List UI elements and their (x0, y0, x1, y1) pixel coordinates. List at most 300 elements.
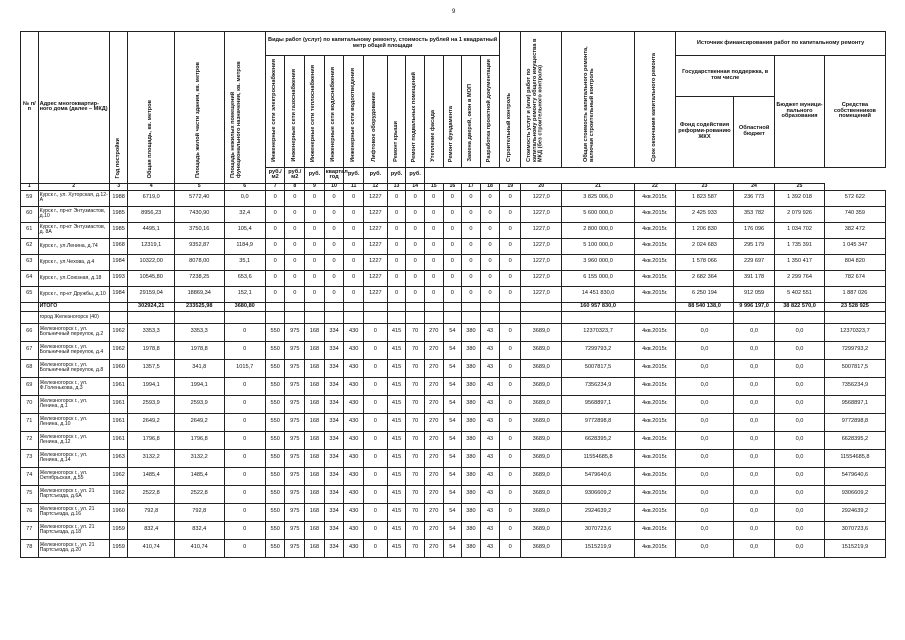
column-number: 8 (285, 183, 305, 190)
cell-lift: 0 (363, 341, 387, 359)
cell-living: 410,74 (174, 539, 224, 557)
total-label: ИТОГО (38, 302, 109, 311)
cell-living: 3132,2 (174, 449, 224, 467)
header-state-support: Государственная поддержка, в том числе (676, 56, 775, 97)
cell-living: 5772,40 (174, 190, 224, 206)
cell-nonliving: 0 (224, 377, 265, 395)
cell-el: 0 (265, 238, 285, 254)
cell-facade: 270 (424, 341, 443, 359)
column-number: 12 (363, 183, 387, 190)
cell-addr: Курск г., ул.Ленина, д.74 (38, 238, 109, 254)
cell-addr: Курск г., пр-кт Энтузиастов, д. 8А (38, 222, 109, 238)
table-row (21, 449, 886, 467)
table-row (21, 359, 886, 377)
cell-term: 4кв.2015г. (634, 503, 675, 521)
cell-facade: 270 (424, 539, 443, 557)
cell-gas: 0 (285, 254, 305, 270)
cell-base: 70 (406, 359, 425, 377)
cell-total: 4495,1 (128, 222, 174, 238)
cell-reg: 0,0 (733, 377, 774, 395)
cell-reg: 0,0 (733, 413, 774, 431)
unit-quarter: квартал, год (324, 167, 344, 183)
cell-sum: 3070723,6 (562, 521, 634, 539)
cell-total: 1994,1 (128, 377, 174, 395)
column-number: 23 (676, 183, 734, 190)
header-cost-per-m2: Стоимость услуг и (или) работ по капитальному ремонту общего имущества в МКД (без строительного контроля) (521, 32, 562, 168)
page-number: 9 (452, 9, 456, 15)
cell-reg: 0,0 (733, 521, 774, 539)
cell-fund: 2 024 683 (676, 238, 734, 254)
cell-sum: 5 100 000,0 (562, 238, 634, 254)
header-w-lift: Лифтовое оборудование (363, 56, 387, 168)
column-number: 15 (424, 183, 443, 190)
cell-own: 740 359 (824, 206, 885, 222)
column-number: 6 (224, 183, 265, 190)
cell-cost: 3689,0 (521, 413, 562, 431)
cell-lift: 0 (363, 485, 387, 503)
cell-year: 1985 (109, 206, 128, 222)
cell-cost: 1227,0 (521, 254, 562, 270)
cell-gas: 975 (285, 377, 305, 395)
cell-own: 382 472 (824, 222, 885, 238)
cell-fund: 0,0 (676, 503, 734, 521)
cell-term: 4кв.2015г. (634, 377, 675, 395)
cell-lift: 1227 (363, 206, 387, 222)
cell-cost: 3689,0 (521, 449, 562, 467)
cell-facade: 270 (424, 323, 443, 341)
cell-el: 550 (265, 467, 285, 485)
cell-base: 70 (406, 341, 425, 359)
cell-nonliving: 0 (224, 323, 265, 341)
cell-term: 4кв.2015г. (634, 413, 675, 431)
cell-total: 832,4 (128, 521, 174, 539)
column-number: 21 (562, 183, 634, 190)
table-row (21, 395, 886, 413)
cell-year: 1962 (109, 323, 128, 341)
cell-term: 4кв.2015г. (634, 222, 675, 238)
cell-own: 9306609,2 (824, 485, 885, 503)
cell-own: 7299793,2 (824, 341, 885, 359)
cell-cost: 3689,0 (521, 431, 562, 449)
cell-sewer: 0 (344, 222, 364, 238)
table-row (21, 238, 886, 254)
cell-base: 0 (406, 222, 425, 238)
cell-lift: 0 (363, 431, 387, 449)
cell-term: 4кв.2015г. (634, 359, 675, 377)
cell-lift: 0 (363, 323, 387, 341)
cell-gas: 975 (285, 503, 305, 521)
cell-design: 43 (480, 359, 500, 377)
cell-addr: Курск г., ул. Хуторская, д.12-А (38, 190, 109, 206)
cell-design: 0 (480, 286, 500, 302)
table-row (21, 270, 886, 286)
cell-reg: 0,0 (733, 449, 774, 467)
cell-term: 4кв.2015г. (634, 467, 675, 485)
column-number: 3 (109, 183, 128, 190)
cell-facade: 270 (424, 431, 443, 449)
cell-n: 65 (21, 286, 39, 302)
cell-total: 8956,23 (128, 206, 174, 222)
cell-fund: 2 425 933 (676, 206, 734, 222)
cell-n: 59 (21, 190, 39, 206)
cell-total: 29159,04 (128, 286, 174, 302)
cell-addr: Железногорск г., ул. Больничный переулок, д.4 (38, 341, 109, 359)
cell-base: 70 (406, 431, 425, 449)
table-row (21, 503, 886, 521)
cell-doors: 380 (462, 503, 481, 521)
cell-living: 2593,9 (174, 395, 224, 413)
column-number: 11 (344, 183, 364, 190)
cell-doors: 0 (462, 238, 481, 254)
cell-ctrl: 0 (500, 206, 521, 222)
header-total-area: Общая площадь, кв. метров (128, 32, 174, 184)
cell-roof: 415 (387, 341, 406, 359)
cell-year: 1988 (109, 190, 128, 206)
cell-found: 0 (443, 238, 462, 254)
cell-sewer: 430 (344, 539, 364, 557)
header-works-group: Виды работ (услуг) по капитальному ремонту, стоимость рублей на 1 квадратный метр общей площади (265, 32, 500, 56)
cell-base: 70 (406, 467, 425, 485)
cell-total: 10545,80 (128, 270, 174, 286)
cell-sewer: 430 (344, 431, 364, 449)
cell-roof: 415 (387, 377, 406, 395)
cell-reg: 0,0 (733, 503, 774, 521)
cell-base: 70 (406, 323, 425, 341)
unit-regional: руб. (363, 167, 387, 183)
cell-doors: 0 (462, 206, 481, 222)
cell-addr: Железногорск г., ул. 21 Партсъезда, д.6А (38, 485, 109, 503)
header-regional: Областной бюджет (733, 96, 774, 167)
cell-fund: 1 206 830 (676, 222, 734, 238)
cell-term: 4кв.2015г. (634, 341, 675, 359)
cell-el: 550 (265, 449, 285, 467)
cell-total: 2593,9 (128, 395, 174, 413)
cell-lift: 0 (363, 539, 387, 557)
cell-roof: 415 (387, 413, 406, 431)
cell-n: 66 (21, 323, 39, 341)
cell-design: 43 (480, 449, 500, 467)
cell-water: 334 (324, 377, 344, 395)
cell-design: 43 (480, 521, 500, 539)
cell-lift: 1227 (363, 222, 387, 238)
cell-found: 54 (443, 395, 462, 413)
cell-living: 3750,16 (174, 222, 224, 238)
total-owners-sum: 23 528 925 (824, 302, 885, 311)
cell-lift: 0 (363, 413, 387, 431)
cell-base: 70 (406, 395, 425, 413)
cell-gas: 975 (285, 521, 305, 539)
column-number: 14 (406, 183, 425, 190)
cell-facade: 270 (424, 467, 443, 485)
cell-cost: 1227,0 (521, 222, 562, 238)
cell-nonliving: 653,6 (224, 270, 265, 286)
cell-water: 334 (324, 485, 344, 503)
column-number: 25 (775, 183, 825, 190)
city-group-row (21, 311, 886, 323)
cell-nonliving: 0 (224, 485, 265, 503)
cell-heat: 168 (305, 485, 325, 503)
cell-design: 43 (480, 323, 500, 341)
cell-living: 3353,3 (174, 323, 224, 341)
cell-mun: 0,0 (775, 341, 825, 359)
cell-own: 804 820 (824, 254, 885, 270)
cell-reg: 391 178 (733, 270, 774, 286)
cell-sewer: 430 (344, 467, 364, 485)
cell-facade: 270 (424, 449, 443, 467)
cell-ctrl: 0 (500, 449, 521, 467)
cell-base: 0 (406, 206, 425, 222)
cell-own: 7356234,9 (824, 377, 885, 395)
cell-lift: 0 (363, 503, 387, 521)
cell-water: 334 (324, 359, 344, 377)
cell-found: 0 (443, 190, 462, 206)
column-number: 5 (174, 183, 224, 190)
cell-roof: 415 (387, 395, 406, 413)
cell-water: 334 (324, 449, 344, 467)
cell-cost: 1227,0 (521, 206, 562, 222)
cell-cost: 3689,0 (521, 395, 562, 413)
cell-sewer: 430 (344, 395, 364, 413)
cell-nonliving: 0 (224, 395, 265, 413)
cell-lift: 0 (363, 377, 387, 395)
cell-doors: 0 (462, 222, 481, 238)
unit-municipal: руб. (387, 167, 406, 183)
cell-doors: 380 (462, 359, 481, 377)
cell-facade: 0 (424, 190, 443, 206)
column-number: 10 (324, 183, 344, 190)
cell-facade: 270 (424, 359, 443, 377)
cell-heat: 168 (305, 377, 325, 395)
cell-own: 6628395,2 (824, 431, 885, 449)
cell-nonliving: 105,4 (224, 222, 265, 238)
cell-water: 0 (324, 222, 344, 238)
header-w-electric: Инженерные сети электроснабжения (265, 56, 285, 168)
cell-roof: 0 (387, 286, 406, 302)
header-w-doors: Замена дверей, окон в МОП (462, 56, 481, 168)
cell-mun: 0,0 (775, 503, 825, 521)
cell-lift: 1227 (363, 286, 387, 302)
cell-living: 7430,90 (174, 206, 224, 222)
cell-own: 572 622 (824, 190, 885, 206)
cell-fund: 0,0 (676, 467, 734, 485)
cell-water: 334 (324, 431, 344, 449)
total-living-sum: 233525,98 (174, 302, 224, 311)
cell-sewer: 0 (344, 286, 364, 302)
column-number: 18 (480, 183, 500, 190)
cell-el: 550 (265, 323, 285, 341)
cell-ctrl: 0 (500, 286, 521, 302)
cell-doors: 0 (462, 254, 481, 270)
cell-ctrl: 0 (500, 254, 521, 270)
cell-ctrl: 0 (500, 413, 521, 431)
cell-mun: 0,0 (775, 449, 825, 467)
table-row (21, 431, 886, 449)
cell-cost: 3689,0 (521, 341, 562, 359)
cell-nonliving: 0,0 (224, 190, 265, 206)
cell-sum: 12370323,7 (562, 323, 634, 341)
cell-term: 4кв.2015г. (634, 485, 675, 503)
cell-own: 12370323,7 (824, 323, 885, 341)
cell-fund: 6 250 194 (676, 286, 734, 302)
cell-mun: 0,0 (775, 377, 825, 395)
cell-design: 0 (480, 270, 500, 286)
header-w-sewer: Инженерные сети водоотведения (344, 56, 364, 168)
cell-sum: 5007817,5 (562, 359, 634, 377)
cell-cost: 3689,0 (521, 377, 562, 395)
cell-n: 64 (21, 270, 39, 286)
cell-cost: 3689,0 (521, 503, 562, 521)
cell-total: 12319,1 (128, 238, 174, 254)
cell-found: 54 (443, 503, 462, 521)
cell-lift: 1227 (363, 270, 387, 286)
cell-living: 341,8 (174, 359, 224, 377)
cell-year: 1968 (109, 238, 128, 254)
cell-base: 70 (406, 503, 425, 521)
cell-fund: 0,0 (676, 431, 734, 449)
cell-cost: 3689,0 (521, 359, 562, 377)
cell-term: 4кв.2015г. (634, 449, 675, 467)
cell-base: 70 (406, 521, 425, 539)
cell-term: 4кв.2015г. (634, 206, 675, 222)
cell-total: 6719,0 (128, 190, 174, 206)
cell-heat: 168 (305, 467, 325, 485)
cell-ctrl: 0 (500, 222, 521, 238)
cell-ctrl: 0 (500, 485, 521, 503)
cell-gas: 975 (285, 341, 305, 359)
cell-nonliving: 0 (224, 341, 265, 359)
cell-facade: 270 (424, 377, 443, 395)
cell-base: 70 (406, 449, 425, 467)
capital-repair-table (20, 31, 886, 558)
cell-facade: 0 (424, 270, 443, 286)
cell-sewer: 430 (344, 341, 364, 359)
cell-water: 0 (324, 190, 344, 206)
cell-year: 1961 (109, 431, 128, 449)
cell-reg: 0,0 (733, 485, 774, 503)
cell-roof: 415 (387, 431, 406, 449)
cell-ctrl: 0 (500, 431, 521, 449)
total-row (21, 302, 886, 311)
cell-nonliving: 0 (224, 413, 265, 431)
cell-own: 1515219,9 (824, 539, 885, 557)
header-owners: Средства собственников помещений (824, 56, 885, 168)
cell-year: 1961 (109, 395, 128, 413)
table-row (21, 222, 886, 238)
header-control: Строительный контроль (500, 32, 521, 168)
cell-heat: 168 (305, 503, 325, 521)
cell-el: 0 (265, 270, 285, 286)
cell-sum: 3 825 006,0 (562, 190, 634, 206)
cell-roof: 0 (387, 190, 406, 206)
cell-own: 5007817,5 (824, 359, 885, 377)
cell-cost: 1227,0 (521, 190, 562, 206)
cell-reg: 0,0 (733, 323, 774, 341)
cell-term: 4кв.2015г. (634, 395, 675, 413)
cell-gas: 975 (285, 449, 305, 467)
cell-found: 0 (443, 286, 462, 302)
cell-ctrl: 0 (500, 377, 521, 395)
cell-mun: 0,0 (775, 413, 825, 431)
cell-found: 0 (443, 206, 462, 222)
cell-el: 0 (265, 206, 285, 222)
cell-ctrl: 0 (500, 323, 521, 341)
unit-owners: руб. (406, 167, 425, 183)
cell-el: 550 (265, 539, 285, 557)
cell-heat: 168 (305, 431, 325, 449)
cell-gas: 0 (285, 190, 305, 206)
cell-total: 2522,8 (128, 485, 174, 503)
cell-mun: 1 350 417 (775, 254, 825, 270)
cell-el: 550 (265, 341, 285, 359)
cell-fund: 0,0 (676, 485, 734, 503)
cell-own: 11554685,8 (824, 449, 885, 467)
cell-year: 1962 (109, 467, 128, 485)
cell-design: 43 (480, 503, 500, 521)
header-w-facade: Утепление фасада (424, 56, 443, 168)
cell-addr: Железногорск г., ул. Больничный переулок, д.2 (38, 323, 109, 341)
cell-sum: 11554685,8 (562, 449, 634, 467)
cell-addr: Железногорск г., ул. Больничный переулок, д.8 (38, 359, 109, 377)
cell-ctrl: 0 (500, 341, 521, 359)
cell-sum: 6 155 000,0 (562, 270, 634, 286)
cell-term: 4кв.2015г. (634, 238, 675, 254)
cell-sewer: 430 (344, 503, 364, 521)
unit-cost-m2: руб./м2 (285, 167, 305, 183)
cell-cost: 1227,0 (521, 270, 562, 286)
cell-el: 550 (265, 359, 285, 377)
cell-nonliving: 35,1 (224, 254, 265, 270)
cell-el: 550 (265, 431, 285, 449)
cell-gas: 975 (285, 431, 305, 449)
cell-design: 0 (480, 254, 500, 270)
cell-base: 70 (406, 539, 425, 557)
cell-mun: 1 392 018 (775, 190, 825, 206)
header-year: Год постройки (109, 32, 128, 184)
cell-sum: 9568897,1 (562, 395, 634, 413)
cell-living: 9352,87 (174, 238, 224, 254)
cell-sum: 14 451 830,0 (562, 286, 634, 302)
cell-sum: 9306609,2 (562, 485, 634, 503)
cell-roof: 415 (387, 503, 406, 521)
cell-doors: 380 (462, 449, 481, 467)
cell-lift: 0 (363, 359, 387, 377)
cell-sewer: 0 (344, 270, 364, 286)
cell-n: 70 (21, 395, 39, 413)
cell-doors: 380 (462, 413, 481, 431)
cell-doors: 0 (462, 286, 481, 302)
cell-gas: 0 (285, 238, 305, 254)
header-total-cost: Общая стоимость капитального ремонта, включая строительный контроль (562, 32, 634, 168)
cell-design: 43 (480, 377, 500, 395)
cell-heat: 168 (305, 539, 325, 557)
cell-year: 1960 (109, 503, 128, 521)
cell-year: 1985 (109, 222, 128, 238)
cell-fund: 0,0 (676, 539, 734, 557)
table-row (21, 377, 886, 395)
cell-design: 0 (480, 206, 500, 222)
cell-base: 70 (406, 413, 425, 431)
cell-el: 550 (265, 521, 285, 539)
cell-el: 550 (265, 413, 285, 431)
cell-design: 43 (480, 467, 500, 485)
cell-ctrl: 0 (500, 395, 521, 413)
cell-own: 9568897,1 (824, 395, 885, 413)
cell-mun: 0,0 (775, 539, 825, 557)
cell-sewer: 0 (344, 238, 364, 254)
cell-living: 1994,1 (174, 377, 224, 395)
cell-living: 8078,00 (174, 254, 224, 270)
cell-sewer: 430 (344, 521, 364, 539)
